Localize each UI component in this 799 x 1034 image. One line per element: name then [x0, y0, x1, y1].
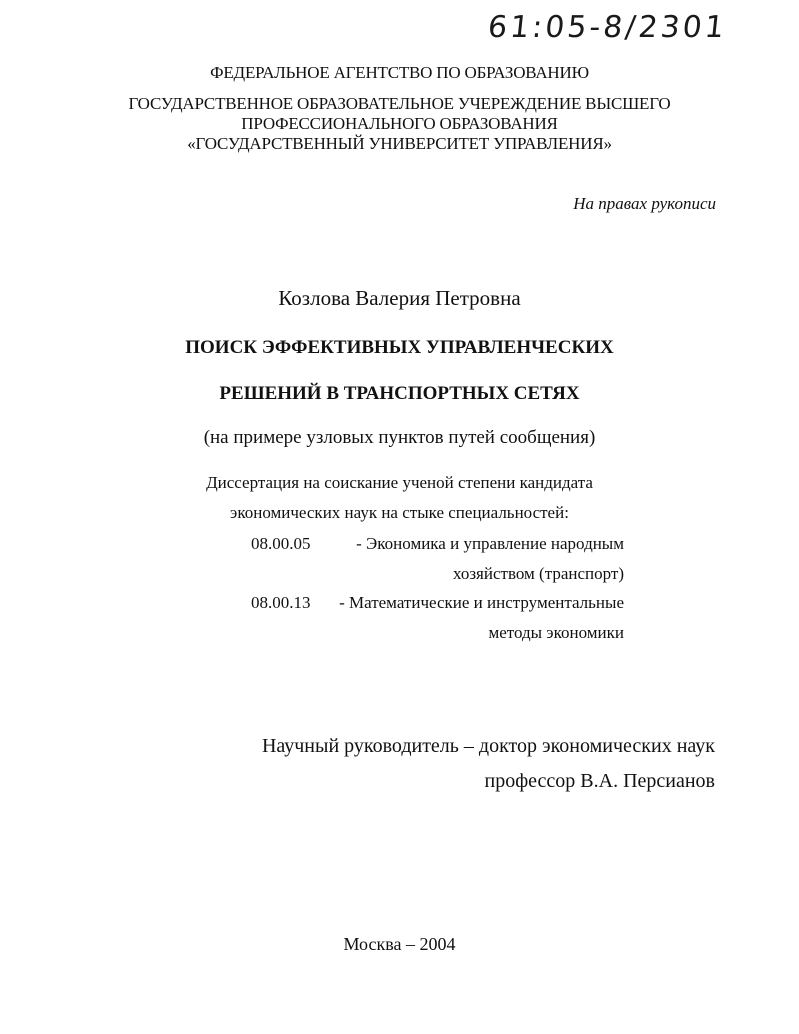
- header-institution-type: ГОСУДАРСТВЕННОЕ ОБРАЗОВАТЕЛЬНОЕ УЧЕРЕЖДЕНИЕ ВЫСШЕГО: [128, 94, 671, 113]
- advisor-title: Научный руководитель – доктор экономических наук: [261, 735, 715, 757]
- specialty-name-2-line-2: методы экономики: [488, 623, 624, 642]
- author-name: Козлова Валерия Петровна: [278, 286, 521, 310]
- header-university-name: «ГОСУДАРСТВЕННЫЙ УНИВЕРСИТЕТ УПРАВЛЕНИЯ»: [187, 134, 612, 153]
- dissertation-line-2: экономических наук на стыке специальностей:: [230, 503, 569, 522]
- title-line-1: ПОИСК ЭФФЕКТИВНЫХ УПРАВЛЕНЧЕСКИХ: [185, 337, 614, 358]
- advisor-name: профессор В.А. Персианов: [484, 770, 715, 792]
- header-agency: ФЕДЕРАЛЬНОЕ АГЕНТСТВО ПО ОБРАЗОВАНИЮ: [210, 63, 589, 82]
- subtitle: (на примере узловых пунктов путей сообщения): [203, 427, 596, 448]
- header-education-level: ПРОФЕССИОНАЛЬНОГО ОБРАЗОВАНИЯ: [241, 114, 558, 133]
- specialty-code-2: 08.00.13: [251, 593, 311, 612]
- city-year: Москва – 2004: [343, 934, 456, 954]
- archive-number: 61:05-8/2301: [486, 10, 729, 45]
- specialty-code-1: 08.00.05: [251, 534, 311, 553]
- specialty-name-1-line-1: - Экономика и управление народным: [356, 534, 624, 553]
- title-line-2: РЕШЕНИЙ В ТРАНСПОРТНЫХ СЕТЯХ: [219, 383, 580, 404]
- specialty-name-1-line-2: хозяйством (транспорт): [452, 564, 624, 583]
- dissertation-line-1: Диссертация на соискание ученой степени кандидата: [206, 473, 593, 492]
- manuscript-note: На правах рукописи: [573, 194, 716, 213]
- specialty-name-2-line-1: - Математические и инструментальные: [339, 593, 624, 612]
